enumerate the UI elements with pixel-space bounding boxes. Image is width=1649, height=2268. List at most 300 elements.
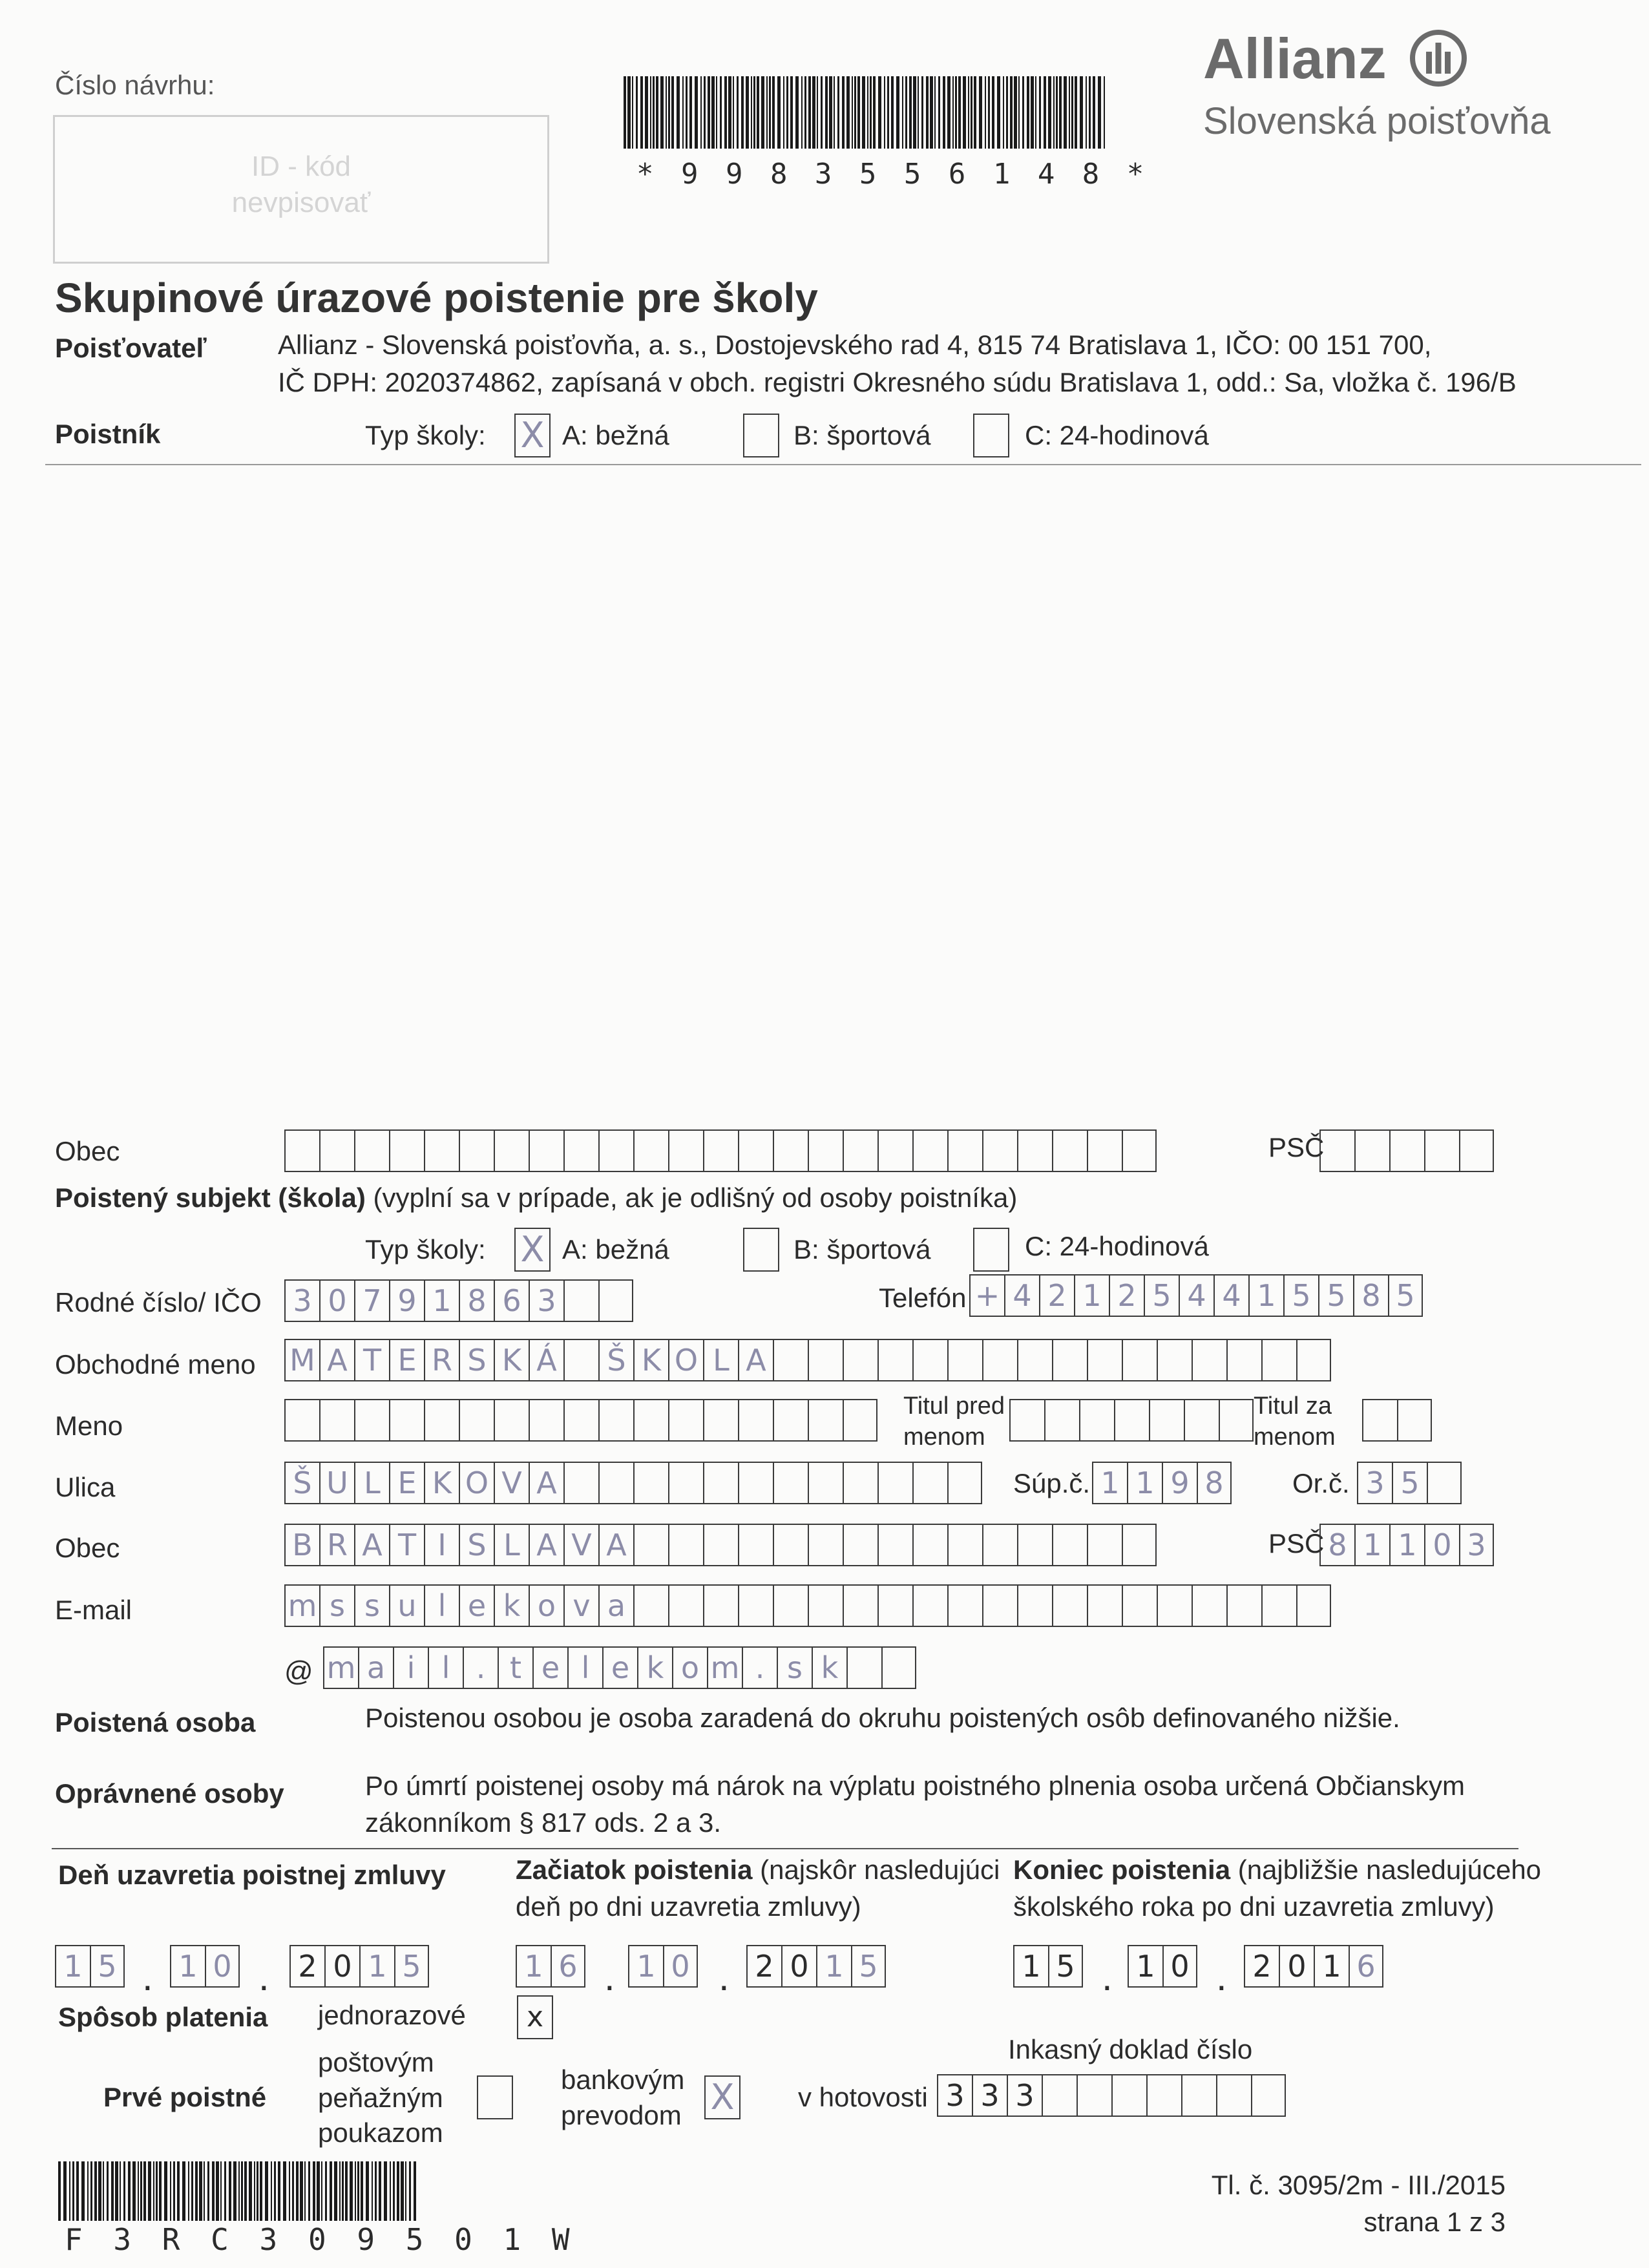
char-cell[interactable]	[494, 1129, 529, 1172]
subjekt-checkbox-c[interactable]	[973, 1228, 1009, 1272]
char-cell[interactable]	[1251, 2074, 1286, 2117]
char-cell[interactable]	[808, 1584, 843, 1627]
barcode-bar	[342, 2161, 344, 2221]
char-cell[interactable]: 2	[1244, 1945, 1279, 1988]
char-cell[interactable]: o	[672, 1646, 707, 1689]
char-cell[interactable]	[947, 1524, 982, 1566]
char-cell[interactable]	[563, 1129, 598, 1172]
char-cell[interactable]	[563, 1339, 598, 1381]
char-cell[interactable]: 0	[319, 1279, 354, 1322]
poistnik-checkbox-c[interactable]	[973, 414, 1009, 457]
char-cell[interactable]	[947, 1339, 982, 1381]
char-cell[interactable]	[738, 1584, 773, 1627]
char-cell[interactable]	[389, 1399, 424, 1442]
char-cell[interactable]	[1226, 1584, 1261, 1627]
char-cell[interactable]: m	[707, 1646, 742, 1689]
char-cell[interactable]: 3	[529, 1279, 563, 1322]
char-cell[interactable]: E	[389, 1339, 424, 1381]
den-day-grid[interactable]	[55, 1945, 125, 1988]
char-cell[interactable]	[1397, 1399, 1432, 1442]
zaciatok-year-grid[interactable]	[746, 1945, 886, 1988]
char-cell[interactable]	[1079, 1399, 1114, 1442]
char-cell[interactable]	[773, 1399, 808, 1442]
char-cell[interactable]: 1	[170, 1945, 205, 1988]
barcode-bar	[708, 76, 710, 149]
char-cell[interactable]	[633, 1462, 668, 1504]
char-cell[interactable]	[529, 1129, 563, 1172]
char-cell[interactable]	[982, 1584, 1017, 1627]
char-cell[interactable]: 2	[289, 1945, 324, 1988]
char-cell[interactable]	[912, 1129, 947, 1172]
char-cell[interactable]: +	[969, 1274, 1004, 1317]
char-cell[interactable]	[668, 1129, 703, 1172]
char-cell[interactable]: a	[598, 1584, 633, 1627]
char-cell[interactable]: e	[532, 1646, 567, 1689]
char-cell[interactable]	[703, 1462, 738, 1504]
psc-grid[interactable]	[1319, 1524, 1494, 1566]
char-cell[interactable]: s	[777, 1646, 812, 1689]
email-grid[interactable]	[284, 1584, 1331, 1627]
char-cell[interactable]	[773, 1524, 808, 1566]
char-cell[interactable]: 1	[1389, 1524, 1424, 1566]
char-cell[interactable]: 5	[1283, 1274, 1318, 1317]
char-cell[interactable]: 1	[1314, 1945, 1349, 1988]
char-cell[interactable]: 3	[1357, 1462, 1392, 1504]
char-cell[interactable]	[877, 1584, 912, 1627]
char-cell[interactable]: 3	[937, 2074, 972, 2117]
char-cell[interactable]	[1219, 1399, 1254, 1442]
char-cell[interactable]	[738, 1399, 773, 1442]
char-cell[interactable]	[1042, 2074, 1077, 2117]
char-cell[interactable]	[877, 1524, 912, 1566]
char-cell[interactable]: 8	[1353, 1274, 1388, 1317]
char-cell[interactable]: l	[428, 1646, 463, 1689]
char-cell[interactable]	[529, 1399, 563, 1442]
char-cell[interactable]	[668, 1399, 703, 1442]
char-cell[interactable]: 0	[1424, 1524, 1459, 1566]
char-cell[interactable]	[563, 1462, 598, 1504]
char-cell[interactable]	[1192, 1584, 1226, 1627]
char-cell[interactable]	[703, 1584, 738, 1627]
char-cell[interactable]	[1122, 1129, 1157, 1172]
char-cell[interactable]: 7	[354, 1279, 389, 1322]
char-cell[interactable]	[494, 1399, 529, 1442]
char-cell[interactable]	[1052, 1129, 1087, 1172]
char-cell[interactable]	[1354, 1129, 1389, 1172]
poistnik-opt-c: C: 24-hodinová	[1025, 420, 1209, 450]
char-cell[interactable]: 1	[1128, 1945, 1162, 1988]
char-cell[interactable]: 5	[851, 1945, 886, 1988]
char-cell[interactable]: Á	[529, 1339, 563, 1381]
char-cell[interactable]: 1	[1013, 1945, 1048, 1988]
barcode-bar	[249, 2161, 252, 2221]
bankovym-checkbox[interactable]: X	[704, 2075, 740, 2119]
char-cell[interactable]	[912, 1524, 947, 1566]
char-cell[interactable]	[633, 1399, 668, 1442]
char-cell[interactable]: s	[354, 1584, 389, 1627]
char-cell[interactable]	[354, 1399, 389, 1442]
char-cell[interactable]: S	[459, 1339, 494, 1381]
char-cell[interactable]	[1296, 1584, 1331, 1627]
char-cell[interactable]	[843, 1129, 877, 1172]
char-cell[interactable]: A	[598, 1524, 633, 1566]
barcode-bar	[241, 2161, 243, 2221]
char-cell[interactable]: S	[459, 1524, 494, 1566]
char-cell[interactable]: L	[354, 1462, 389, 1504]
char-cell[interactable]: E	[389, 1462, 424, 1504]
barcode-bar	[867, 76, 868, 149]
char-cell[interactable]	[563, 1399, 598, 1442]
char-cell[interactable]: 8	[459, 1279, 494, 1322]
char-cell[interactable]: O	[668, 1339, 703, 1381]
char-cell[interactable]	[1077, 2074, 1111, 2117]
char-cell[interactable]	[1146, 2074, 1181, 2117]
char-cell[interactable]: V	[563, 1524, 598, 1566]
char-cell[interactable]	[1017, 1339, 1052, 1381]
char-cell[interactable]	[1087, 1584, 1122, 1627]
char-cell[interactable]	[843, 1584, 877, 1627]
char-cell[interactable]: 3	[1459, 1524, 1494, 1566]
char-cell[interactable]	[703, 1524, 738, 1566]
char-cell[interactable]	[1181, 2074, 1216, 2117]
char-cell[interactable]	[846, 1646, 881, 1689]
char-cell[interactable]: 0	[781, 1945, 816, 1988]
char-cell[interactable]: 8	[1197, 1462, 1232, 1504]
char-cell[interactable]	[1261, 1584, 1296, 1627]
obec-top-psc-grid[interactable]	[1319, 1129, 1494, 1172]
char-cell[interactable]: 1	[516, 1945, 551, 1988]
meno-grid[interactable]	[284, 1399, 877, 1442]
char-cell[interactable]: 6	[551, 1945, 585, 1988]
barcode-bar	[1006, 76, 1008, 149]
char-cell[interactable]	[947, 1462, 982, 1504]
obec-top-grid[interactable]	[284, 1129, 1157, 1172]
obec-grid[interactable]	[284, 1524, 1157, 1566]
poistnik-checkbox-b[interactable]	[743, 414, 779, 457]
char-cell[interactable]	[808, 1524, 843, 1566]
char-cell[interactable]: 1	[816, 1945, 851, 1988]
char-cell[interactable]: 1	[1354, 1524, 1389, 1566]
char-cell[interactable]: 4	[1179, 1274, 1213, 1317]
barcode-bar	[148, 2161, 151, 2221]
char-cell[interactable]	[912, 1584, 947, 1627]
char-cell[interactable]: U	[319, 1462, 354, 1504]
char-cell[interactable]	[808, 1462, 843, 1504]
char-cell[interactable]	[1362, 1399, 1397, 1442]
char-cell[interactable]: t	[498, 1646, 532, 1689]
char-cell[interactable]: o	[529, 1584, 563, 1627]
char-cell[interactable]: .	[742, 1646, 777, 1689]
char-cell[interactable]: u	[389, 1584, 424, 1627]
char-cell[interactable]	[1052, 1339, 1087, 1381]
char-cell[interactable]: 0	[1162, 1945, 1197, 1988]
char-cell[interactable]: 3	[1007, 2074, 1042, 2117]
char-cell[interactable]: 1	[628, 1945, 663, 1988]
char-cell[interactable]	[703, 1129, 738, 1172]
char-cell[interactable]	[1319, 1129, 1354, 1172]
char-cell[interactable]	[843, 1399, 877, 1442]
char-cell[interactable]	[563, 1279, 598, 1322]
char-cell[interactable]	[389, 1129, 424, 1172]
char-cell[interactable]: 5	[1144, 1274, 1179, 1317]
char-cell[interactable]: 3	[972, 2074, 1007, 2117]
char-cell[interactable]: T	[389, 1524, 424, 1566]
barcode-bar	[87, 2161, 89, 2221]
supisne-cislo-grid[interactable]	[1092, 1462, 1232, 1504]
char-cell[interactable]: L	[703, 1339, 738, 1381]
char-cell[interactable]	[773, 1339, 808, 1381]
zaciatok-day-grid[interactable]	[516, 1945, 585, 1988]
char-cell[interactable]	[633, 1584, 668, 1627]
char-cell[interactable]: m	[323, 1646, 358, 1689]
char-cell[interactable]	[284, 1399, 319, 1442]
char-cell[interactable]: K	[494, 1339, 529, 1381]
char-cell[interactable]	[1427, 1462, 1462, 1504]
char-cell[interactable]: 1	[1092, 1462, 1127, 1504]
char-cell[interactable]: 5	[90, 1945, 125, 1988]
char-cell[interactable]	[633, 1524, 668, 1566]
char-cell[interactable]	[773, 1584, 808, 1627]
char-cell[interactable]	[773, 1129, 808, 1172]
char-cell[interactable]	[1009, 1399, 1044, 1442]
postovym-checkbox[interactable]	[477, 2075, 513, 2119]
char-cell[interactable]: M	[284, 1339, 319, 1381]
telefon-grid[interactable]	[969, 1274, 1423, 1317]
char-cell[interactable]	[1052, 1584, 1087, 1627]
inkasny-doklad-grid[interactable]	[937, 2074, 1286, 2117]
char-cell[interactable]: k	[637, 1646, 672, 1689]
titul-za-grid[interactable]	[1362, 1399, 1432, 1442]
char-cell[interactable]: 4	[1213, 1274, 1248, 1317]
char-cell[interactable]: 1	[1127, 1462, 1162, 1504]
koniec-year-grid[interactable]	[1244, 1945, 1383, 1988]
rodne-cislo-grid[interactable]	[284, 1279, 633, 1322]
char-cell[interactable]	[808, 1399, 843, 1442]
char-cell[interactable]	[668, 1462, 703, 1504]
char-cell[interactable]: R	[424, 1339, 459, 1381]
char-cell[interactable]: m	[284, 1584, 319, 1627]
char-cell[interactable]	[633, 1129, 668, 1172]
obchodne-meno-grid[interactable]	[284, 1339, 1331, 1381]
char-cell[interactable]	[808, 1339, 843, 1381]
char-cell[interactable]: 5	[1392, 1462, 1427, 1504]
char-cell[interactable]	[1226, 1339, 1261, 1381]
char-cell[interactable]	[354, 1129, 389, 1172]
char-cell[interactable]: 2	[746, 1945, 781, 1988]
char-cell[interactable]: A	[738, 1339, 773, 1381]
char-cell[interactable]: 5	[1318, 1274, 1353, 1317]
char-cell[interactable]	[668, 1524, 703, 1566]
char-cell[interactable]	[773, 1462, 808, 1504]
char-cell[interactable]	[319, 1129, 354, 1172]
char-cell[interactable]: k	[494, 1584, 529, 1627]
char-cell[interactable]: 1	[1074, 1274, 1109, 1317]
char-cell[interactable]	[703, 1399, 738, 1442]
char-cell[interactable]	[1184, 1399, 1219, 1442]
char-cell[interactable]: 5	[1388, 1274, 1423, 1317]
char-cell[interactable]: 5	[394, 1945, 429, 1988]
char-cell[interactable]: l	[567, 1646, 602, 1689]
char-cell[interactable]	[319, 1399, 354, 1442]
char-cell[interactable]: 1	[1248, 1274, 1283, 1317]
char-cell[interactable]: 5	[1048, 1945, 1083, 1988]
char-cell[interactable]: R	[319, 1524, 354, 1566]
char-cell[interactable]: e	[459, 1584, 494, 1627]
char-cell[interactable]	[843, 1462, 877, 1504]
char-cell[interactable]: L	[494, 1524, 529, 1566]
char-cell[interactable]	[738, 1129, 773, 1172]
char-cell[interactable]	[1122, 1584, 1157, 1627]
char-cell[interactable]: .	[463, 1646, 498, 1689]
char-cell[interactable]: 9	[389, 1279, 424, 1322]
barcode-bar	[746, 76, 749, 149]
char-cell[interactable]: T	[354, 1339, 389, 1381]
char-cell[interactable]: 4	[1004, 1274, 1039, 1317]
char-cell[interactable]: 2	[1109, 1274, 1144, 1317]
char-cell[interactable]	[1111, 2074, 1146, 2117]
char-cell[interactable]	[598, 1399, 633, 1442]
char-cell[interactable]	[1114, 1399, 1149, 1442]
char-cell[interactable]: 0	[324, 1945, 359, 1988]
char-cell[interactable]	[1044, 1399, 1079, 1442]
subjekt-checkbox-a[interactable]: X	[514, 1228, 551, 1272]
char-cell[interactable]	[1017, 1584, 1052, 1627]
char-cell[interactable]: 8	[1319, 1524, 1354, 1566]
titul-pred-grid[interactable]	[1009, 1399, 1254, 1442]
char-cell[interactable]	[598, 1279, 633, 1322]
char-cell[interactable]	[598, 1129, 633, 1172]
char-cell[interactable]: Š	[284, 1462, 319, 1504]
char-cell[interactable]: A	[529, 1524, 563, 1566]
char-cell[interactable]	[912, 1462, 947, 1504]
char-cell[interactable]	[1424, 1129, 1459, 1172]
poistnik-divider	[45, 464, 1641, 465]
char-cell[interactable]	[1157, 1584, 1192, 1627]
char-cell[interactable]: B	[284, 1524, 319, 1566]
char-cell[interactable]	[1157, 1339, 1192, 1381]
char-cell[interactable]: V	[494, 1462, 529, 1504]
char-cell[interactable]: k	[812, 1646, 846, 1689]
char-cell[interactable]: l	[424, 1584, 459, 1627]
char-cell[interactable]	[1052, 1524, 1087, 1566]
bankovym-line2: prevodom	[561, 2099, 682, 2130]
char-cell[interactable]: 1	[359, 1945, 394, 1988]
char-cell[interactable]	[843, 1524, 877, 1566]
char-cell[interactable]	[877, 1339, 912, 1381]
char-cell[interactable]: 1	[55, 1945, 90, 1988]
char-cell[interactable]	[1216, 2074, 1251, 2117]
barcode-bar	[321, 2161, 322, 2221]
char-cell[interactable]: 0	[1279, 1945, 1314, 1988]
barcode-bar	[934, 76, 936, 149]
char-cell[interactable]	[1017, 1129, 1052, 1172]
char-cell[interactable]: 0	[663, 1945, 698, 1988]
char-cell[interactable]: 1	[424, 1279, 459, 1322]
char-cell[interactable]	[1149, 1399, 1184, 1442]
koniec-day-grid[interactable]	[1013, 1945, 1083, 1988]
char-cell[interactable]: 2	[1039, 1274, 1074, 1317]
char-cell[interactable]	[1192, 1339, 1226, 1381]
char-cell[interactable]: K	[633, 1339, 668, 1381]
char-cell[interactable]	[947, 1129, 982, 1172]
den-year-grid[interactable]	[289, 1945, 429, 1988]
char-cell[interactable]	[912, 1339, 947, 1381]
char-cell[interactable]	[738, 1524, 773, 1566]
zaciatok-month-grid[interactable]	[628, 1945, 698, 1988]
char-cell[interactable]	[668, 1584, 703, 1627]
char-cell[interactable]: A	[529, 1462, 563, 1504]
char-cell[interactable]	[877, 1462, 912, 1504]
poistnik-label: Poistník	[55, 419, 161, 449]
char-cell[interactable]	[982, 1524, 1017, 1566]
barcode-bar	[1018, 76, 1020, 149]
barcode-bar	[375, 2161, 377, 2221]
char-cell[interactable]: 3	[284, 1279, 319, 1322]
char-cell[interactable]: A	[354, 1524, 389, 1566]
char-cell[interactable]: v	[563, 1584, 598, 1627]
char-cell[interactable]: e	[602, 1646, 637, 1689]
char-cell[interactable]	[1122, 1339, 1157, 1381]
subjekt-checkbox-b[interactable]	[743, 1228, 779, 1272]
char-cell[interactable]: a	[358, 1646, 393, 1689]
char-cell[interactable]: i	[393, 1646, 428, 1689]
char-cell[interactable]	[424, 1399, 459, 1442]
char-cell[interactable]	[1389, 1129, 1424, 1172]
char-cell[interactable]	[877, 1129, 912, 1172]
char-cell[interactable]	[459, 1129, 494, 1172]
poistnik-checkbox-a[interactable]: X	[514, 414, 551, 457]
char-cell[interactable]	[881, 1646, 916, 1689]
char-cell[interactable]	[1459, 1129, 1494, 1172]
char-cell[interactable]	[808, 1129, 843, 1172]
char-cell[interactable]	[1087, 1339, 1122, 1381]
char-cell[interactable]: 0	[205, 1945, 240, 1988]
char-cell[interactable]	[598, 1462, 633, 1504]
char-cell[interactable]: I	[424, 1524, 459, 1566]
koniec-month-grid[interactable]	[1128, 1945, 1197, 1988]
char-cell[interactable]	[284, 1129, 319, 1172]
char-cell[interactable]	[947, 1584, 982, 1627]
char-cell[interactable]: A	[319, 1339, 354, 1381]
char-cell[interactable]	[1087, 1524, 1122, 1566]
char-cell[interactable]: 9	[1162, 1462, 1197, 1504]
char-cell[interactable]	[738, 1462, 773, 1504]
char-cell[interactable]	[1296, 1339, 1331, 1381]
char-cell[interactable]	[424, 1129, 459, 1172]
char-cell[interactable]	[982, 1129, 1017, 1172]
barcode-bar	[94, 2161, 97, 2221]
subjekt-heading-title: Poistený subjekt (škola)	[55, 1182, 366, 1213]
jednorazove-checkbox[interactable]: x	[517, 1995, 553, 2039]
char-cell[interactable]	[1122, 1524, 1157, 1566]
den-month-grid[interactable]	[170, 1945, 240, 1988]
char-cell[interactable]: Š	[598, 1339, 633, 1381]
email-domain-grid[interactable]	[323, 1646, 916, 1689]
char-cell[interactable]: 6	[494, 1279, 529, 1322]
char-cell[interactable]	[1087, 1129, 1122, 1172]
char-cell[interactable]	[982, 1339, 1017, 1381]
char-cell[interactable]	[843, 1339, 877, 1381]
char-cell[interactable]	[459, 1399, 494, 1442]
char-cell[interactable]	[1261, 1339, 1296, 1381]
char-cell[interactable]: O	[459, 1462, 494, 1504]
char-cell[interactable]: K	[424, 1462, 459, 1504]
ulica-grid[interactable]	[284, 1462, 982, 1504]
char-cell[interactable]: 6	[1349, 1945, 1383, 1988]
char-cell[interactable]	[1017, 1524, 1052, 1566]
orientacne-cislo-grid[interactable]	[1357, 1462, 1462, 1504]
char-cell[interactable]: s	[319, 1584, 354, 1627]
